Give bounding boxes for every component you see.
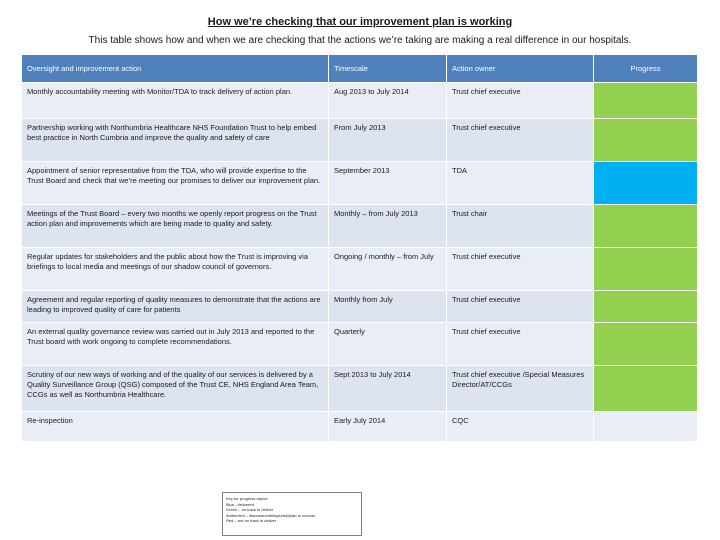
table-row <box>22 247 697 290</box>
progress-status-cell <box>594 161 697 204</box>
cell-timescale: Quarterly <box>329 322 447 365</box>
table-row <box>22 204 697 247</box>
cell-action: Agreement and regular reporting of quality measures to demonstrate that the actions are leading to improved quality of care for patients <box>22 290 329 322</box>
progress-status-cell <box>594 290 697 322</box>
cell-action: Scrutiny of our new ways of working and of the quality of our services is delivered by a Quality Surveillance Group (QSG) composed of the Trust CE, NHS England Area Team, CCGs as well as Northumbria Healthcare. <box>22 365 329 411</box>
key-line-blue: Blue - delivered <box>226 501 254 507</box>
page-title: How we’re checking that our improvement plan is working <box>207 16 513 28</box>
cell-action: Partnership working with Northumbria Healthcare NHS Foundation Trust to help embed best practice in North Cumbria and improve the quality and safety of care <box>22 118 329 161</box>
progress-status-cell <box>594 204 697 247</box>
cell-action: Meetings of the Trust Board – every two months we openly report progress on the Trust action plan and improvements which are being made to quality and safety. <box>22 204 329 247</box>
header-owner: Action owner <box>447 55 594 82</box>
cell-action: Re-inspection <box>22 411 329 441</box>
cell-owner: TDA <box>447 161 594 204</box>
cell-action: Regular updates for stakeholders and the public about how the Trust is improving via briefings to local media and meetings of our shadow council of governors. <box>22 247 329 290</box>
cell-owner: Trust chief executive <box>447 290 594 322</box>
table-row <box>22 161 697 204</box>
progress-status-cell <box>594 411 697 441</box>
cell-owner: Trust chief executive <box>447 118 594 161</box>
cell-timescale: Early July 2014 <box>329 411 447 441</box>
cell-action: Monthly accountability meeting with Monitor/TDA to track delivery of action plan. <box>22 82 329 118</box>
cell-timescale: From July 2013 <box>329 118 447 161</box>
key-title: Key for progress report: <box>226 496 269 501</box>
table-row <box>22 411 697 441</box>
cell-timescale: Monthly from July <box>329 290 447 322</box>
progress-status-cell <box>594 247 697 290</box>
table-row <box>22 118 697 161</box>
cell-owner: CQC <box>447 411 594 441</box>
progress-status-cell <box>594 118 697 161</box>
progress-status-cell <box>594 365 697 411</box>
cell-owner: Trust chief executive <box>447 322 594 365</box>
cell-owner: Trust chief executive <box>447 82 594 118</box>
cell-action: Appointment of senior representative from the TDA, who will provide expertise to the Trust Board and check that we’re meeting our promises to deliver our improvement plan. <box>22 161 329 204</box>
progress-status-cell <box>594 322 697 365</box>
header-timescale: Timescale <box>329 55 447 82</box>
cell-timescale: Monthly – from July 2013 <box>329 204 447 247</box>
table-row <box>22 365 697 411</box>
header-progress: Progress <box>594 55 697 82</box>
table-row <box>22 290 697 322</box>
cell-timescale: September 2013 <box>329 161 447 204</box>
key-line-red: Red – not on track to deliver <box>226 518 277 524</box>
table-header-row <box>22 55 697 82</box>
cell-timescale: Aug 2013 to July 2014 <box>329 82 447 118</box>
table-row <box>22 322 697 365</box>
cell-owner: Trust chief executive <box>447 247 594 290</box>
cell-action: An external quality governance review was carried out in July 2013 and reported to the Trust board with work ongoing to complete recommendations. <box>22 322 329 365</box>
page-subtitle: This table shows how and when we are checking that the actions we’re taking are making a real difference in our hospitals. <box>88 35 632 46</box>
key-line-green: Green – on track to deliver <box>226 507 274 513</box>
cell-owner: Trust chair <box>447 204 594 247</box>
cell-owner: Trust chief executive /Special Measures Director/AT/CCGs <box>447 365 594 411</box>
cell-timescale: Ongoing / monthly – from July <box>329 247 447 290</box>
header-action: Oversight and improvement action <box>22 55 329 82</box>
progress-status-cell <box>594 82 697 118</box>
key-line-amber-red: Amber/red – discussion/delays/risk/plan to recover <box>226 512 316 518</box>
progress-key-box <box>222 492 362 536</box>
table-row <box>22 82 697 118</box>
improvement-plan-table <box>22 55 697 441</box>
cell-timescale: Sept 2013 to July 2014 <box>329 365 447 411</box>
